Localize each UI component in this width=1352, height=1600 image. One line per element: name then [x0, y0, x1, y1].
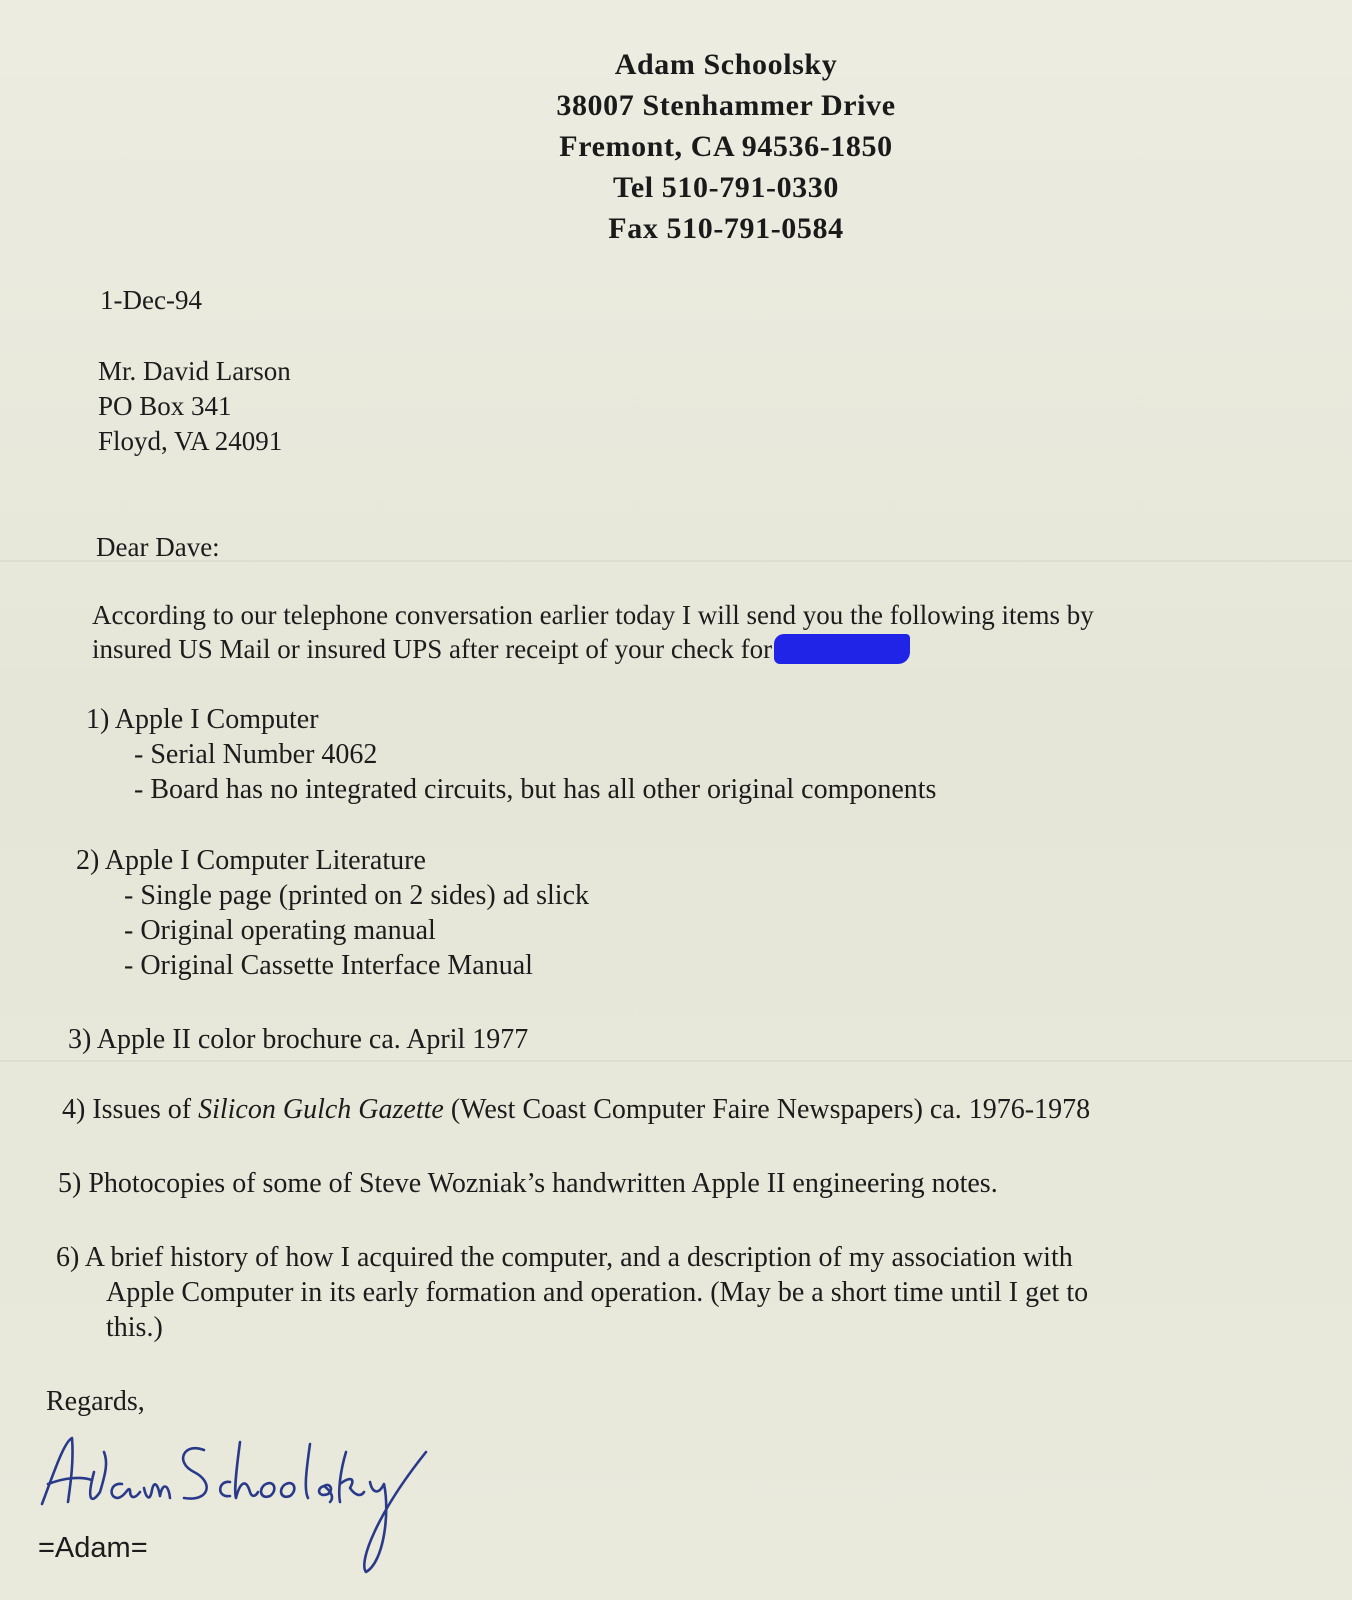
intro-paragraph: [92, 598, 1312, 666]
item-line: 6) A brief history of how I acquired the computer, and a description of my association with: [56, 1242, 1073, 1273]
item-suffix: (West Coast Computer Faire Newspapers) ca. 1976-1978: [450, 1094, 1091, 1125]
signoff: =Adam=: [38, 1532, 148, 1564]
item-detail: - Single page (printed on 2 sides) ad slick: [124, 880, 590, 911]
paper-fold: [0, 1060, 1352, 1062]
list-item: [56, 1240, 1306, 1345]
item-title: 2) Apple I Computer Literature: [76, 845, 426, 876]
intro-line-2: [92, 632, 1312, 666]
item-prefix: 4) Issues of: [62, 1094, 192, 1125]
item-title: 1) Apple I Computer: [86, 704, 319, 735]
recipient-city: Floyd, VA 24091: [98, 426, 283, 456]
salutation: Dear Dave:: [96, 532, 220, 562]
sender-city: Fremont, CA 94536-1850: [559, 130, 893, 163]
item-detail: - Original Cassette Interface Manual: [124, 950, 533, 981]
list-item: [86, 702, 936, 807]
list-item: [58, 1166, 998, 1201]
item-title: 3) Apple II color brochure ca. April 1977: [68, 1024, 529, 1055]
redaction-mark: [774, 634, 910, 664]
sender-street: 38007 Stenhammer Drive: [556, 89, 896, 122]
recipient-po-box: PO Box 341: [98, 391, 232, 421]
closing: Regards,: [46, 1386, 145, 1417]
item-detail: - Serial Number 4062: [134, 739, 378, 770]
list-item: [76, 843, 589, 983]
recipient-address: [98, 354, 291, 459]
intro-line-1: According to our telephone conversation earlier today I will send you the following items by: [92, 600, 1094, 630]
publication-title: Silicon Gulch Gazette: [198, 1094, 444, 1125]
list-item: [62, 1092, 1090, 1127]
list-item: [68, 1022, 528, 1057]
item-line: Apple Computer in its early formation and operation. (May be a short time until I get to: [106, 1277, 1089, 1308]
item-detail: - Original operating manual: [124, 915, 436, 946]
item-title: 5) Photocopies of some of Steve Wozniak’s handwritten Apple II engineering notes.: [58, 1168, 998, 1199]
item-line: this.): [106, 1312, 163, 1343]
intro-line-2-text: insured US Mail or insured UPS after receipt of your check for: [92, 634, 773, 664]
sender-tel: Tel 510-791-0330: [613, 171, 839, 204]
letter-date: 1-Dec-94: [100, 285, 202, 315]
letterhead: [0, 44, 1352, 249]
sender-fax: Fax 510-791-0584: [608, 212, 844, 245]
item-detail: - Board has no integrated circuits, but has all other original components: [134, 774, 937, 805]
sender-name: Adam Schoolsky: [614, 48, 838, 81]
recipient-name: Mr. David Larson: [98, 356, 291, 386]
